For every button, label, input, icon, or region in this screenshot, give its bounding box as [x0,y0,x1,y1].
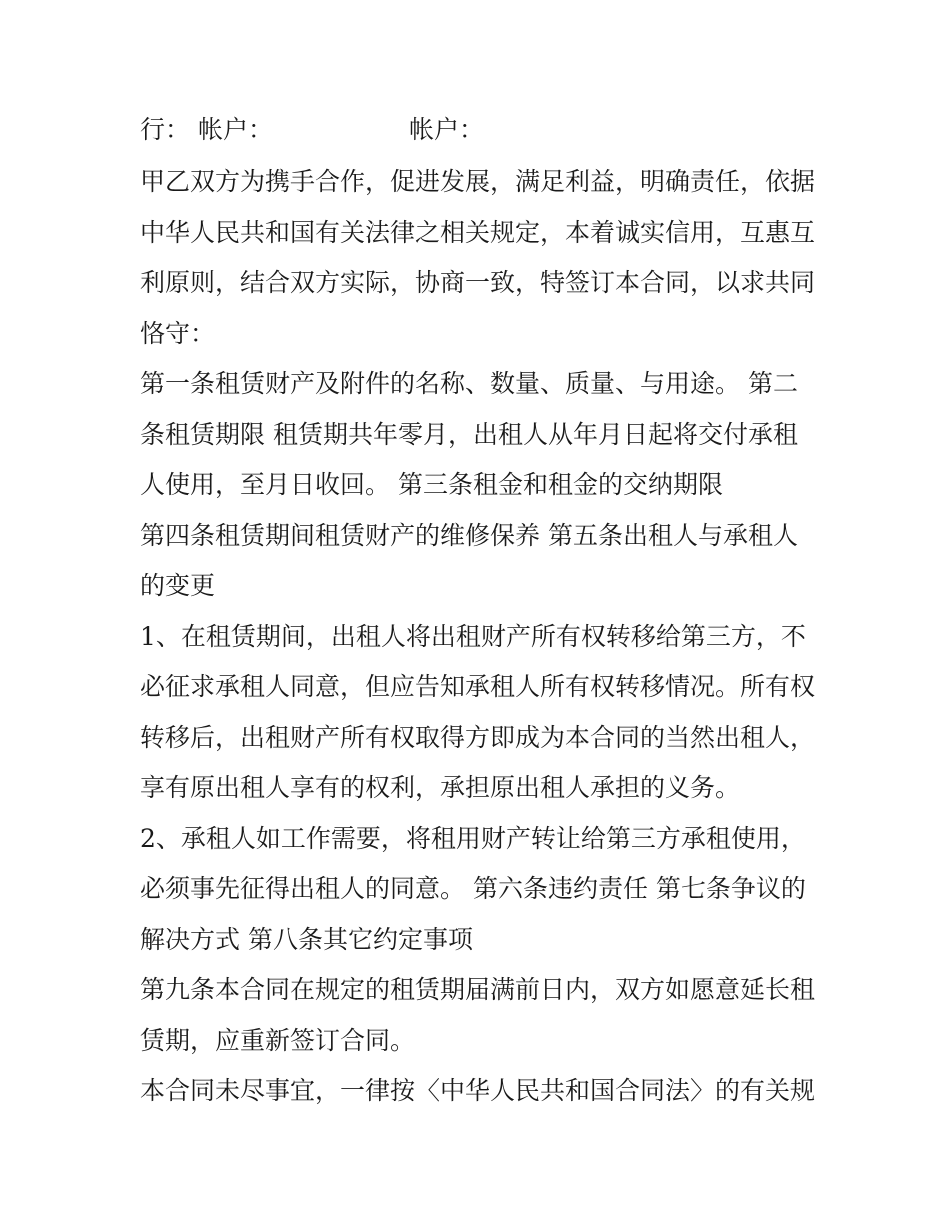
text-line: 享有原出租人享有的权利，承担原出租人承担的义务。 [140,773,741,802]
bank-suffix: 行： [140,115,191,144]
text-line: 的变更 [140,571,216,600]
text-line: 转移后，出租财产所有权取得方即成为本合同的当然出租人， [140,723,816,752]
text-line: 解决方式 第八条其它约定事项 [140,925,473,954]
text-line: 人使用，至月日收回。 第三条租金和租金的交纳期限 [140,470,723,499]
account-label-b: 帐户： [409,115,485,144]
text-line: 本合同未尽事宜，一律按〈中华人民共和国合同法〉的有关规 [140,1076,816,1105]
text-line: 恪守： [140,319,216,348]
account-line [140,114,484,146]
account-label-a: 帐户： [198,115,274,144]
text-line: 赁期，应重新签订合同。 [140,1026,416,1055]
text-line: 必征求承租人同意，但应告知承租人所有权转移情况。所有权 [140,672,816,701]
text-line: 必须事先征得出租人的同意。 第六条违约责任 第七条争议的 [140,874,806,903]
text-line: 第一条租赁财产及附件的名称、数量、质量、与用途。 第二 [140,369,798,398]
text-line: 中华人民共和国有关法律之相关规定，本着诚实信用，互惠互 [140,218,816,247]
text-line: 2、承租人如工作需要，将租用财产转让给第三方承租使用， [140,824,806,853]
text-line: 利原则，结合双方实际，协商一致，特签订本合同，以求共同 [140,268,816,297]
text-line: 1、在租赁期间，出租人将出租财产所有权转移给第三方，不 [140,622,806,651]
text-line: 甲乙双方为携手合作，促进发展，满足利益，明确责任，依据 [140,167,816,196]
text-line: 第九条本合同在规定的租赁期届满前日内，双方如愿意延长租 [140,975,816,1004]
text-line: 条租赁期限 租赁期共年零月，出租人从年月日起将交付承租 [140,420,798,449]
text-line: 第四条租赁期间租赁财产的维修保养 第五条出租人与承租人 [140,521,798,550]
